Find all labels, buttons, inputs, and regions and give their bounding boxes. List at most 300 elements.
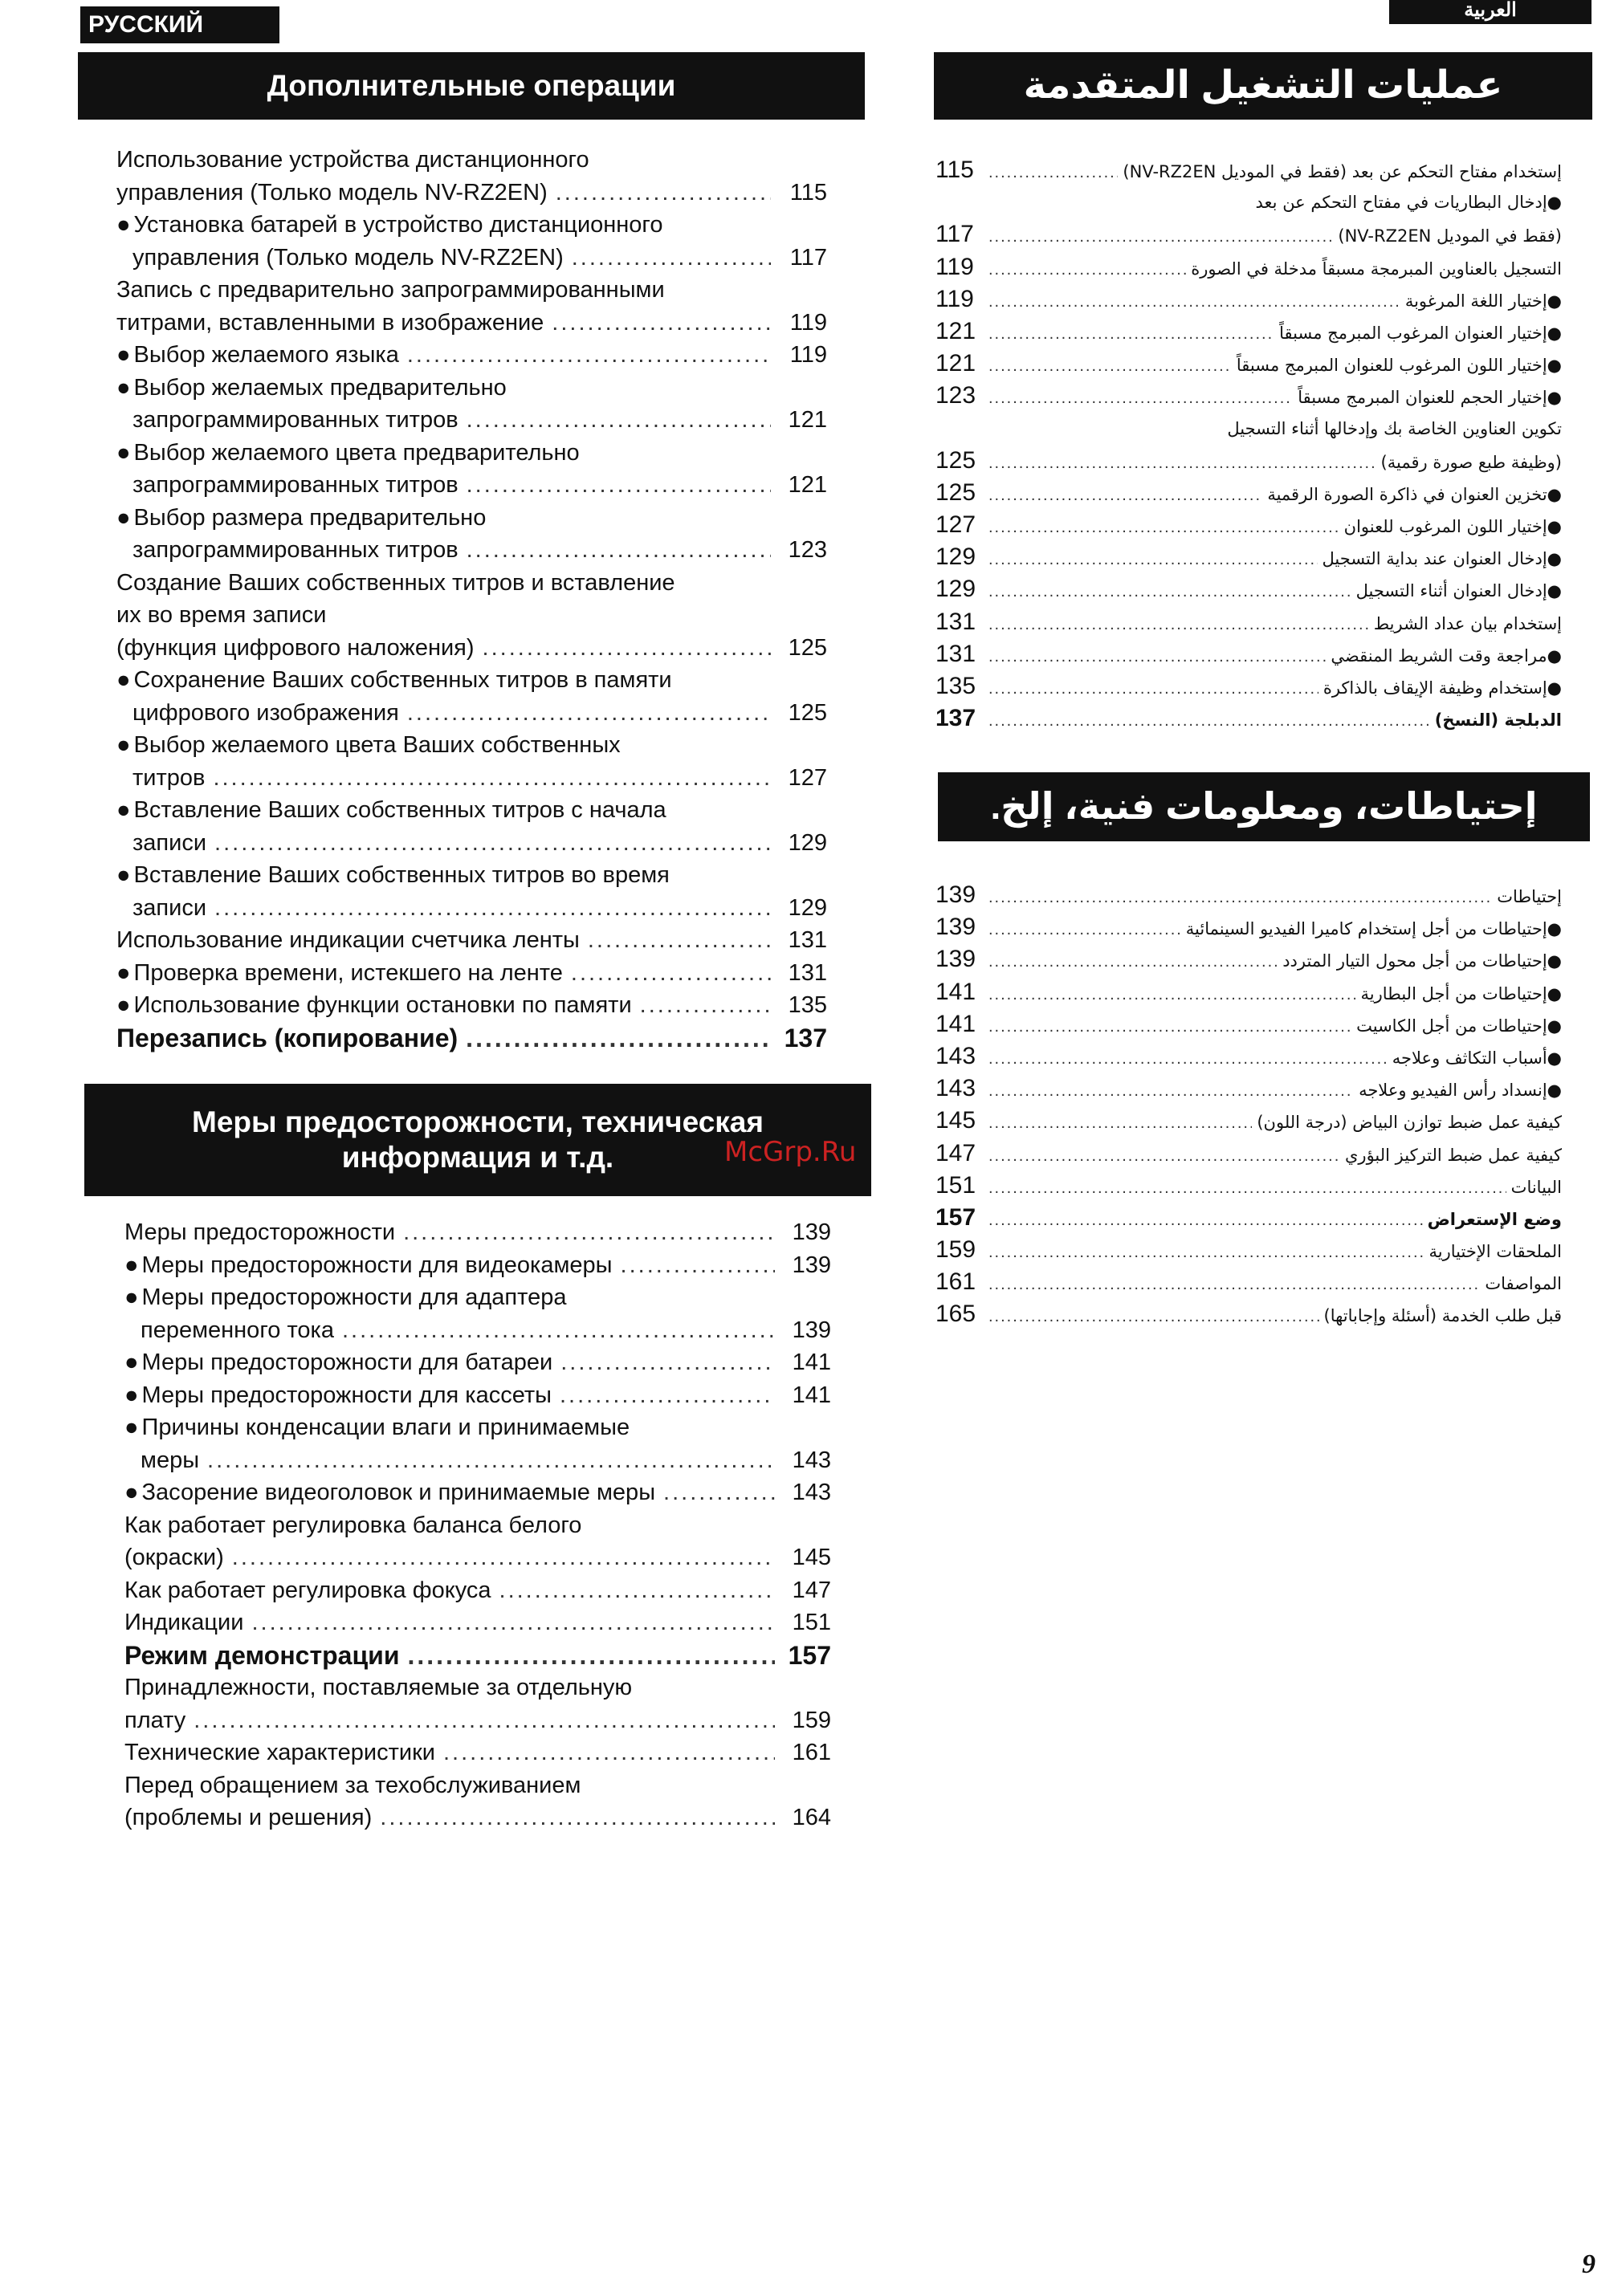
toc-entry-page: 151 [935, 1171, 976, 1199]
toc-entry-title: ● Вставление Ваших собственных титров во время [116, 862, 670, 888]
toc-entry-title: титров [132, 764, 206, 791]
dot-leader [552, 307, 771, 340]
toc-entry-page: 161 [935, 1268, 976, 1296]
toc-entry-page: 135 [788, 992, 827, 1018]
toc-entry-page: 139 [792, 1317, 831, 1343]
bullet-icon: ● [1547, 291, 1562, 311]
bullet-icon: ● [1547, 983, 1562, 1003]
ar-section-2-heading: إحتياطات، ومعلومات فنية، إلخ. [938, 772, 1590, 841]
toc-entry-page: 119 [789, 342, 827, 368]
toc-entry [116, 242, 827, 275]
ru-section-2-heading-line-1: Меры предосторожности, техническая [192, 1105, 764, 1138]
bullet-icon: ● [116, 732, 131, 758]
toc-entry-title: تكوين العناوين الخاصة بك وإدخالها أثناء التسجيل [1227, 418, 1562, 438]
bullet-icon: ● [116, 374, 131, 401]
dot-leader [380, 1801, 775, 1834]
toc-entry-page: 121 [788, 407, 827, 433]
toc-entry-title: ●إحتياطات من أجل الكاسيت [1356, 1016, 1562, 1036]
watermark: McGrp.Ru [724, 1136, 857, 1168]
bullet-icon: ● [124, 1415, 139, 1440]
dot-leader [663, 1476, 775, 1509]
toc-entry-title: управления (Только модель NV-RZ2EN) [132, 244, 564, 271]
toc-entry-title: ● Вставление Ваших собственных титров с начала [116, 797, 666, 823]
dot-leader [499, 1574, 775, 1607]
toc-entry-title: (проблемы и решения) [124, 1805, 373, 1830]
toc-entry-page: 125 [935, 478, 976, 506]
toc-entry [935, 1234, 1562, 1266]
toc-entry-title: запрограммированных титров [132, 407, 459, 433]
toc-entry-title: титрами, вставленными в изображение [116, 309, 544, 336]
bullet-icon: ● [1547, 645, 1562, 666]
dot-leader [483, 632, 771, 665]
toc-entry-page: 119 [789, 309, 827, 336]
toc-entry-title: их во время записи [116, 602, 327, 628]
toc-entry-page: 121 [788, 472, 827, 498]
toc-entry-title: كيفية عمل ضبط التركيز البؤري [1344, 1145, 1562, 1165]
toc-entry-title: Использование индикации счетчика ленты [116, 927, 580, 953]
toc-entry-title: ● Проверка времени, истекшего на ленте [116, 959, 563, 986]
toc-entry [935, 1266, 1562, 1298]
dot-leader [988, 318, 1274, 350]
toc-entry-title: ●أسباب التكاثف وعلاجه [1392, 1048, 1562, 1068]
dot-leader [988, 881, 1492, 914]
toc-entry [124, 1541, 831, 1574]
bullet-icon: ● [124, 1480, 139, 1505]
toc-entry [116, 274, 827, 307]
toc-entry-page: 139 [935, 914, 976, 941]
page-number: 9 [1582, 2249, 1596, 2279]
dot-leader [571, 957, 771, 990]
dot-leader [407, 1639, 775, 1672]
bullet-icon: ● [1547, 1081, 1562, 1101]
toc-entry-page: 121 [935, 317, 976, 344]
toc-entry-page: 121 [935, 350, 976, 377]
toc-entry-page: 143 [792, 1480, 831, 1505]
dot-leader [988, 511, 1339, 543]
toc-entry [116, 177, 827, 210]
toc-entry-title: запрограммированных титров [132, 537, 459, 563]
toc-entry-page: 139 [935, 946, 976, 973]
toc-entry-page: 125 [935, 446, 976, 474]
toc-entry-page: 165 [935, 1301, 976, 1328]
toc-entry [116, 534, 827, 567]
toc-entry [935, 154, 1562, 186]
toc-entry [124, 1736, 831, 1769]
toc-entry [116, 924, 827, 957]
toc-entry-title: ●إحتياطات من أجل إستخدام كاميرا الفيديو السينمائية [1185, 919, 1562, 939]
toc-entry-page: 115 [935, 157, 974, 183]
toc-entry [124, 1476, 831, 1509]
toc-entry-title: ● Выбор размера предварительно [116, 504, 487, 531]
toc-entry [935, 1202, 1562, 1234]
toc-entry-title: Как работает регулировка баланса белого [124, 1512, 582, 1538]
toc-entry-page: 129 [788, 829, 827, 856]
toc-entry-title: ●إنسداد رأس الفيديو وعلاجه [1359, 1081, 1562, 1101]
toc-entry-title: المواصفات [1485, 1274, 1562, 1294]
toc-entry-page: 151 [792, 1610, 831, 1635]
toc-entry [935, 976, 1562, 1008]
toc-entry [116, 827, 827, 860]
toc-entry [124, 1444, 831, 1477]
toc-entry-page: 139 [792, 1219, 831, 1245]
toc-entry-title: меры [141, 1447, 200, 1473]
toc-entry-title: Использование устройства дистанционного [116, 147, 589, 173]
dot-leader [407, 697, 771, 730]
bullet-icon: ● [116, 959, 131, 986]
toc-entry [116, 1022, 827, 1055]
toc-entry-title: البيانات [1510, 1177, 1562, 1197]
toc-entry-title: (وظيفة طبع صورة رقمية) [1380, 452, 1562, 472]
toc-entry-page: 141 [792, 1382, 831, 1408]
toc-entry [124, 1704, 831, 1737]
toc-entry-title: ●إختيار الحجم للعنوان المبرمج مسبقاً [1298, 388, 1562, 408]
toc-entry-page: 131 [935, 608, 976, 635]
toc-entry-title: ●مراجعة وقت الشريط المنقضي [1331, 645, 1562, 666]
toc-entry-title: ● Использование функции остановки по памяти [116, 992, 632, 1018]
toc-entry-title: Принадлежности, поставляемые за отдельную [124, 1675, 633, 1700]
dot-leader [194, 1704, 775, 1737]
dot-leader [251, 1606, 775, 1639]
toc-entry-title: ● Меры предосторожности для видеокамеры [124, 1252, 613, 1278]
dot-leader [988, 1075, 1354, 1107]
toc-entry [124, 1411, 831, 1444]
dot-leader [988, 1011, 1351, 1043]
toc-entry-title: ● Причины конденсации влаги и принимаемые [124, 1415, 630, 1440]
toc-entry-page: 129 [935, 576, 976, 603]
toc-entry-title: записи [132, 829, 207, 856]
toc-entry-page: 143 [935, 1075, 976, 1102]
ru-section-1-toc [116, 144, 827, 1054]
bullet-icon: ● [1547, 517, 1562, 537]
toc-entry-title: цифрового изображения [132, 699, 399, 726]
toc-entry [935, 445, 1562, 477]
dot-leader [988, 1172, 1506, 1204]
dot-leader [988, 1107, 1252, 1139]
dot-leader [443, 1736, 775, 1769]
toc-entry-title: управления (Только модель NV-RZ2EN) [116, 179, 548, 206]
toc-entry-page: 159 [935, 1236, 976, 1264]
toc-entry [935, 218, 1562, 250]
toc-entry [124, 1639, 831, 1672]
dot-leader [988, 286, 1400, 318]
bullet-icon: ● [116, 797, 131, 823]
toc-entry [935, 1073, 1562, 1105]
toc-entry-title: переменного тока [141, 1317, 334, 1343]
toc-entry-page: 147 [792, 1577, 831, 1603]
toc-entry [935, 477, 1562, 509]
toc-entry-page: 131 [788, 959, 827, 986]
toc-entry-page: 123 [788, 537, 827, 563]
dot-leader [988, 1204, 1423, 1236]
toc-entry-page: 131 [788, 927, 827, 953]
toc-entry [116, 144, 827, 177]
toc-entry [116, 567, 827, 600]
toc-entry-page: 119 [935, 285, 974, 312]
toc-entry-title: запрограммированных титров [132, 472, 459, 498]
toc-entry [935, 606, 1562, 638]
toc-entry-title: Как работает регулировка фокуса [124, 1577, 491, 1603]
toc-entry [124, 1801, 831, 1834]
toc-entry-title: Создание Ваших собственных титров и вставление [116, 569, 675, 596]
toc-entry [116, 989, 827, 1022]
dot-leader [207, 1444, 775, 1477]
dot-leader [621, 1249, 775, 1282]
dot-leader [988, 914, 1181, 946]
toc-entry [116, 697, 827, 730]
toc-entry [935, 573, 1562, 605]
toc-entry [116, 794, 827, 827]
toc-entry-page: 157 [788, 1640, 831, 1670]
toc-entry-title: إستخدام مفتاح التحكم عن بعد (فقط في الموديل NV-RZ2EN) [1123, 162, 1562, 181]
bullet-icon: ● [1547, 678, 1562, 698]
toc-entry [935, 638, 1562, 670]
dot-leader [560, 1379, 775, 1412]
toc-entry-title: ●إختيار اللغة المرغوبة [1404, 291, 1562, 311]
toc-entry [116, 502, 827, 535]
toc-entry-page: 127 [935, 511, 976, 539]
toc-entry [935, 1170, 1562, 1202]
dot-leader [988, 221, 1333, 253]
toc-entry-title: ● Засорение видеоголовок и принимаемые меры [124, 1480, 656, 1505]
toc-entry-page: 143 [935, 1042, 976, 1069]
bullet-icon: ● [1547, 356, 1562, 376]
toc-entry [116, 892, 827, 925]
toc-entry-title: الملحقات الإختيارية [1428, 1242, 1562, 1262]
dot-leader [988, 946, 1278, 978]
toc-entry [124, 1346, 831, 1379]
dot-leader [988, 1236, 1424, 1268]
toc-entry-title: Индикации [124, 1610, 244, 1635]
toc-entry [116, 209, 827, 242]
bullet-icon: ● [116, 504, 131, 531]
toc-entry-page: 129 [788, 894, 827, 921]
toc-entry-page: 127 [788, 764, 827, 791]
toc-entry [116, 957, 827, 990]
toc-entry-title: Режим демонстрации [124, 1640, 400, 1670]
bullet-icon: ● [1547, 484, 1562, 504]
dot-leader [988, 1268, 1480, 1301]
toc-entry-page: 141 [935, 978, 976, 1005]
dot-leader [988, 1301, 1319, 1333]
toc-entry-title: записи [132, 894, 207, 921]
toc-entry-page: 137 [784, 1023, 827, 1052]
toc-entry [116, 404, 827, 437]
toc-entry [935, 879, 1562, 911]
toc-entry-title: ●إختيار العنوان المرغوب المبرمج مسبقاً [1279, 323, 1562, 343]
dot-leader [640, 989, 771, 1022]
toc-entry [124, 1379, 831, 1412]
toc-entry [935, 1298, 1562, 1330]
toc-entry-title: قبل طلب الخدمة (أسئلة وإجاباتها) [1323, 1306, 1562, 1326]
toc-entry [124, 1281, 831, 1314]
toc-entry [935, 315, 1562, 348]
bullet-icon: ● [116, 667, 131, 693]
dot-leader [588, 924, 771, 957]
bullet-icon: ● [116, 992, 131, 1018]
toc-entry-page: 139 [792, 1252, 831, 1278]
toc-entry [935, 541, 1562, 573]
bullet-icon: ● [1547, 388, 1562, 408]
toc-entry-title: ●إختيار اللون المرغوب للعنوان [1343, 517, 1562, 537]
dot-leader [403, 1216, 775, 1249]
toc-entry-title: ●إدخال العنوان أثناء التسجيل [1355, 581, 1562, 601]
toc-entry-title: Перезапись (копирование) [116, 1023, 459, 1052]
dot-leader [988, 447, 1376, 479]
dot-leader [988, 641, 1326, 673]
toc-entry-title: (окраски) [124, 1545, 224, 1570]
toc-entry [116, 632, 827, 665]
toc-entry-page: 141 [935, 1010, 976, 1037]
dot-leader [988, 543, 1318, 576]
bullet-icon: ● [116, 342, 131, 368]
toc-entry-title: ●إدخال العنوان عند بداية التسجيل [1322, 549, 1562, 569]
toc-entry [935, 186, 1562, 218]
bullet-icon: ● [1547, 1016, 1562, 1036]
toc-entry-title: ●إحتياطات من أجل البطارية [1360, 983, 1562, 1003]
dot-leader [988, 1140, 1340, 1172]
toc-entry-title: ● Меры предосторожности для батареи [124, 1350, 553, 1375]
ar-section-1-toc [935, 154, 1562, 735]
bullet-icon: ● [1547, 1048, 1562, 1068]
ar-section-2-toc [935, 879, 1562, 1331]
toc-entry-title: (فقط في الموديل NV-RZ2EN) [1338, 226, 1562, 246]
ar-section-1-heading: عمليات التشغيل المتقدمة [934, 52, 1592, 120]
dot-leader [560, 1346, 775, 1379]
dot-leader [988, 979, 1355, 1011]
toc-entry-title: ●إدخال البطاريات في مفتاح التحكم عن بعد [1255, 193, 1562, 213]
toc-entry-title: Технические характеристики [124, 1740, 435, 1765]
toc-entry [124, 1216, 831, 1249]
toc-entry-page: 123 [935, 382, 976, 409]
bullet-icon: ● [1547, 581, 1562, 601]
toc-entry [124, 1249, 831, 1282]
toc-entry-page: 145 [792, 1545, 831, 1570]
toc-entry-title: плату [124, 1707, 186, 1733]
bullet-icon: ● [1547, 193, 1562, 213]
dot-leader [988, 673, 1318, 705]
dot-leader [556, 177, 771, 210]
toc-entry [935, 283, 1562, 315]
toc-entry-title: كيفية عمل ضبط توازن البياض (درجة اللون) [1257, 1113, 1562, 1133]
dot-leader [988, 254, 1186, 286]
toc-entry-title: ● Выбор желаемого цвета Ваших собственных [116, 732, 621, 758]
toc-entry-title: ● Выбор желаемых предварительно [116, 374, 507, 401]
toc-entry-page: 129 [935, 543, 976, 571]
toc-entry [116, 372, 827, 405]
language-tab-russian: РУССКИЙ [80, 6, 279, 43]
bullet-icon: ● [124, 1284, 139, 1310]
toc-entry-title: ● Меры предосторожности для адаптера [124, 1284, 567, 1310]
toc-entry-title: ●إختيار اللون المرغوب للعنوان المبرمج مسبقاً [1236, 356, 1562, 376]
toc-entry [935, 943, 1562, 975]
dot-leader [988, 382, 1293, 414]
toc-entry-page: 137 [935, 705, 976, 732]
toc-entry [935, 348, 1562, 380]
bullet-icon: ● [1547, 549, 1562, 569]
toc-entry-page: 115 [789, 179, 827, 206]
toc-entry-page: 145 [935, 1107, 976, 1134]
toc-entry [935, 670, 1562, 702]
toc-entry [124, 1769, 831, 1802]
dot-leader [988, 350, 1232, 382]
toc-entry-page: 125 [788, 634, 827, 661]
toc-entry [935, 702, 1562, 735]
toc-entry-page: 159 [792, 1707, 831, 1733]
toc-entry-title: Запись с предварительно запрограммированными [116, 277, 665, 303]
toc-entry-title: الدبلجة (النسخ) [1434, 710, 1562, 731]
toc-entry-page: 117 [935, 221, 974, 248]
toc-entry-page: 139 [935, 881, 976, 908]
dot-leader [988, 576, 1351, 608]
toc-entry-title: ● Выбор желаемого языка [116, 342, 399, 368]
toc-entry [935, 1138, 1562, 1170]
toc-entry [124, 1509, 831, 1542]
bullet-icon: ● [116, 862, 131, 888]
toc-entry-title: Меры предосторожности [124, 1219, 396, 1245]
toc-entry-title: وضع الإستعراض [1427, 1209, 1562, 1229]
toc-entry [935, 380, 1562, 412]
toc-entry-page: 157 [935, 1203, 976, 1231]
toc-entry-page: 135 [935, 673, 976, 699]
dot-leader [467, 469, 771, 502]
toc-entry [116, 762, 827, 795]
toc-entry [116, 664, 827, 697]
toc-entry-page: 161 [792, 1740, 831, 1765]
toc-entry-title: إستخدام بيان عداد الشريط [1373, 613, 1562, 633]
toc-entry-page: 147 [935, 1139, 976, 1166]
toc-entry-page: 143 [792, 1447, 831, 1473]
dot-leader [342, 1314, 775, 1347]
bullet-icon: ● [116, 212, 131, 238]
toc-entry-title: ● Выбор желаемого цвета предварительно [116, 439, 580, 466]
dot-leader [232, 1541, 775, 1574]
dot-leader [214, 892, 771, 925]
ru-section-2-heading-line-2: информация и т.д. [341, 1141, 614, 1174]
toc-entry [116, 339, 827, 372]
toc-entry [935, 1105, 1562, 1137]
toc-entry-title: ● Меры предосторожности для кассеты [124, 1382, 552, 1408]
toc-entry [116, 469, 827, 502]
toc-entry-page: 117 [789, 244, 827, 271]
toc-entry [935, 911, 1562, 943]
dot-leader [214, 827, 771, 860]
dot-leader [467, 404, 771, 437]
toc-entry-title: ●تخزين العنوان في ذاكرة الصورة الرقمية [1267, 484, 1562, 504]
dot-leader [572, 242, 771, 275]
toc-entry-title: Перед обращением за техобслуживанием [124, 1772, 581, 1798]
dot-leader [988, 157, 1118, 189]
bullet-icon: ● [1547, 919, 1562, 939]
bullet-icon: ● [124, 1350, 139, 1375]
toc-entry-page: 119 [935, 253, 974, 280]
dot-leader [988, 1043, 1388, 1075]
toc-entry [935, 509, 1562, 541]
bullet-icon: ● [1547, 951, 1562, 971]
bullet-icon: ● [116, 439, 131, 466]
dot-leader [988, 479, 1262, 511]
toc-entry-page: 131 [935, 640, 976, 667]
bullet-icon: ● [124, 1252, 139, 1278]
dot-leader [466, 1022, 771, 1055]
toc-entry [935, 251, 1562, 283]
toc-entry [124, 1574, 831, 1607]
toc-entry-page: 164 [792, 1805, 831, 1830]
dot-leader [407, 339, 771, 372]
toc-entry [116, 729, 827, 762]
toc-entry [116, 307, 827, 340]
toc-entry [116, 437, 827, 470]
toc-entry-title: (функция цифрового наложения) [116, 634, 475, 661]
